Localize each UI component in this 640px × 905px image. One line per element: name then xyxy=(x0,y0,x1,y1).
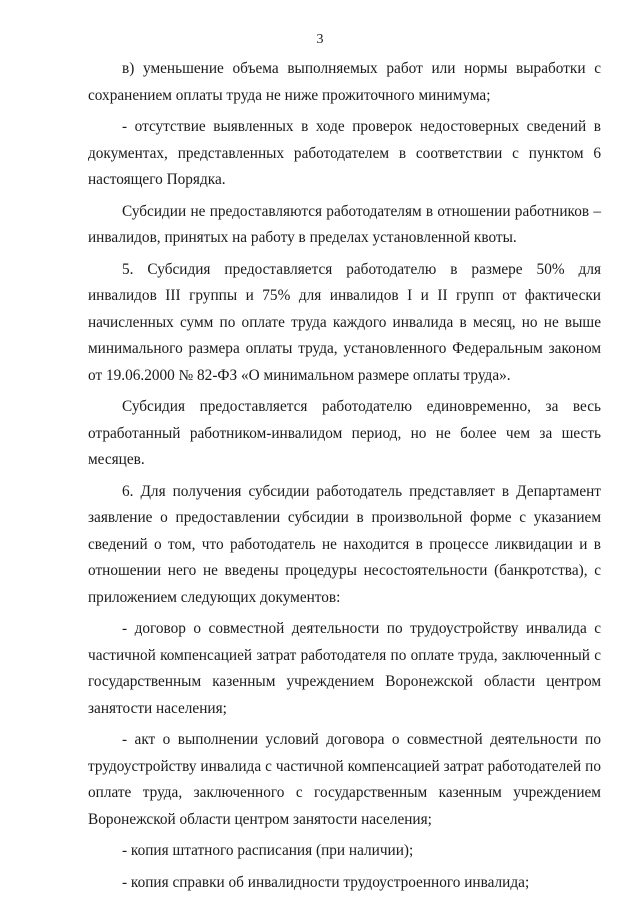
list-item-cooperation-agreement: - договор о совместной деятельности по трудоустройству инвалида с частичной компенсацией затрат работодателя по оплате труда, заключенный с государственным казенным учреждением Воронежской области центром занятости населения; xyxy=(88,620,601,717)
list-item-completion-act: - акт о выполнении условий договора о совместной деятельности по трудоустройству инвалида с частичной компенсацией затрат работодателей по оплате труда, заключенного с государственным казенным учреждением Воронежской области центром занятости населения; xyxy=(88,731,601,828)
paragraph-subsidy-not-provided: Субсидии не предоставляются работодателям в отношении работников – инвалидов, принятых на работу в пределах установленной квоты. xyxy=(88,202,601,246)
page-number: 3 xyxy=(316,32,324,47)
paragraph-subsidy-one-time: Субсидия предоставляется работодателю единовременно, за весь отработанный работником-инвалидом период, но не более чем за шесть месяцев. xyxy=(88,398,601,468)
paragraph-item-5-subsidy-amount: 5. Субсидия предоставляется работодателю в размере 50% для инвалидов III группы и 75% для инвалидов I и II групп от фактически начисленных сумм по оплате труда каждого инвалида в месяц, но не выше минимального размера оплаты труда, установленного Федеральным законом от 19.06.2000 № 82-ФЗ «О минимальном размере оплаты труда». xyxy=(88,260,601,384)
document-body xyxy=(88,56,601,896)
paragraph-item-6-application: 6. Для получения субсидии работодатель представляет в Департамент заявление о предоставлении субсидии в произвольной форме с указанием сведений о том, что работодатель не находится в процессе ликвидации и в отношении него не введены процедуры несостоятельности (банкротства), с приложением следующих документов: xyxy=(88,482,601,606)
paragraph-no-false-info: - отсутствие выявленных в ходе проверок недостоверных сведений в документах, представленных работодателем в соответствии с пунктом 6 настоящего Порядка. xyxy=(88,118,601,188)
paragraph-reduction-work-volume: в) уменьшение объема выполняемых работ или нормы выработки с сохранением оплаты труда не ниже прожиточного минимума; xyxy=(88,60,601,104)
list-item-disability-certificate-copy: - копия справки об инвалидности трудоустроенного инвалида; xyxy=(122,873,530,891)
list-item-staff-schedule-copy: - копия штатного расписания (при наличии); xyxy=(122,842,414,859)
